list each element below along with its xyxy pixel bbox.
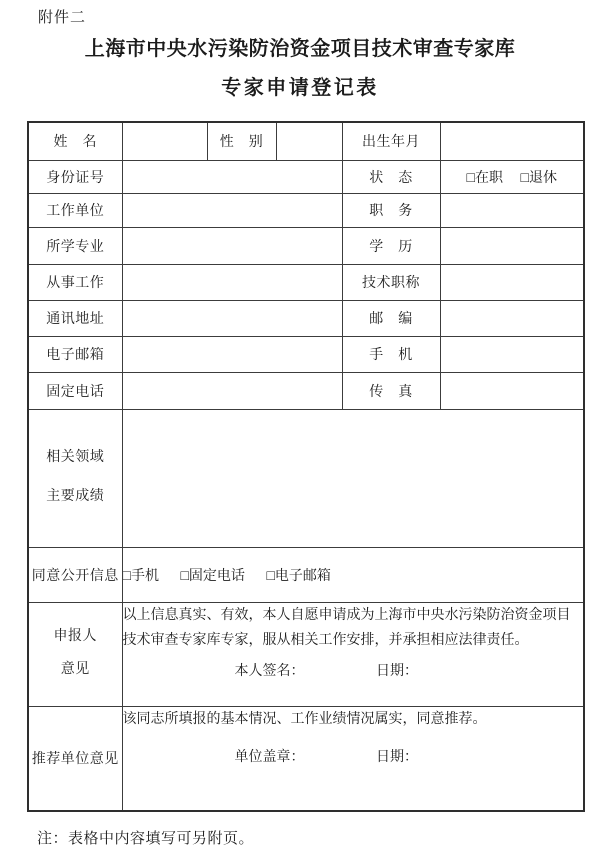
fax-input-cell[interactable]	[440, 372, 584, 409]
achievements-label-line2: 主要成绩	[46, 489, 105, 504]
checkbox-employed[interactable]: □在职	[466, 170, 503, 186]
recommender-label: 推荐单位意见	[28, 706, 122, 811]
employer-input-cell[interactable]	[122, 193, 342, 227]
row-work-techtitle	[28, 264, 584, 300]
major-input-cell[interactable]	[122, 227, 342, 264]
address-label: 通讯地址	[28, 300, 122, 336]
applicant-opinion-cell	[122, 602, 584, 706]
work-label: 从事工作	[28, 264, 122, 300]
row-applicant-opinion	[28, 602, 584, 706]
row-address-postcode	[28, 300, 584, 336]
stamp-label: 单位盖章：	[234, 750, 305, 766]
tech-title-label: 技术职称	[342, 264, 440, 300]
name-input-cell[interactable]	[122, 122, 207, 160]
education-input-cell[interactable]	[440, 227, 584, 264]
row-name-gender-birth	[28, 122, 584, 160]
row-employer-position	[28, 193, 584, 227]
position-input-cell[interactable]	[440, 193, 584, 227]
recommender-opinion-cell	[122, 706, 584, 811]
row-id-status	[28, 160, 584, 193]
landline-label: 固定电话	[28, 372, 122, 409]
major-label: 所学专业	[28, 227, 122, 264]
employer-label: 工作单位	[28, 193, 122, 227]
recommender-date-label: 日期：	[376, 750, 418, 766]
applicant-statement: 以上信息真实、有效，本人自愿申请成为上海市中央水污染防治资金项目技术审查专家库专家，服从相关工作安排，并承担相应法律责任。	[122, 607, 571, 649]
applicant-date-label: 日期：	[376, 664, 418, 680]
achievements-label-line1: 相关领域	[46, 450, 105, 466]
recommender-stamp-line	[123, 746, 584, 766]
row-achievements	[28, 409, 584, 547]
registration-form-table	[27, 121, 585, 812]
fax-label: 传 真	[342, 372, 440, 409]
landline-input-cell[interactable]	[122, 372, 342, 409]
id-number-input-cell[interactable]	[122, 160, 342, 193]
applicant-label-line1: 申报人	[53, 629, 97, 645]
achievements-label	[28, 409, 122, 547]
document-title: 上海市中央水污染防治资金项目技术审查专家库	[84, 38, 516, 60]
birthdate-input-cell[interactable]	[440, 122, 584, 160]
checkbox-disclose-email[interactable]: □电子邮箱	[266, 568, 331, 584]
checkbox-disclose-landline[interactable]: □固定电话	[180, 568, 245, 584]
education-label: 学 历	[342, 227, 440, 264]
address-input-cell[interactable]	[122, 300, 342, 336]
row-landline-fax	[28, 372, 584, 409]
disclosure-options-cell	[122, 547, 584, 602]
disclosure-label: 同意公开信息	[28, 547, 122, 602]
postcode-label: 邮 编	[342, 300, 440, 336]
applicant-opinion-label	[28, 602, 122, 706]
status-label: 状 态	[342, 160, 440, 193]
row-email-mobile	[28, 336, 584, 372]
email-label: 电子邮箱	[28, 336, 122, 372]
postcode-input-cell[interactable]	[440, 300, 584, 336]
id-number-label: 身份证号	[28, 160, 122, 193]
work-input-cell[interactable]	[122, 264, 342, 300]
checkbox-disclose-mobile[interactable]: □手机	[122, 568, 159, 584]
name-label: 姓 名	[28, 122, 122, 160]
applicant-label-line2: 意见	[60, 662, 90, 677]
row-major-education	[28, 227, 584, 264]
gender-label: 性 别	[207, 122, 276, 160]
row-recommender-opinion	[28, 706, 584, 811]
footer-note: 注：表格中内容填写可另附页。	[37, 831, 255, 847]
achievements-input-cell[interactable]	[122, 409, 584, 547]
attachment-label: 附件二	[38, 10, 87, 26]
recommender-statement: 该同志所填报的基本情况、工作业绩情况属实，同意推荐。	[122, 711, 487, 727]
mobile-label: 手 机	[342, 336, 440, 372]
row-disclosure	[28, 547, 584, 602]
position-label: 职 务	[342, 193, 440, 227]
applicant-signature-line	[123, 660, 584, 680]
document-subtitle: 专家申请登记表	[221, 77, 379, 99]
status-options-cell	[440, 160, 584, 193]
signature-label: 本人签名：	[234, 664, 305, 680]
tech-title-input-cell[interactable]	[440, 264, 584, 300]
birthdate-label: 出生年月	[342, 122, 440, 160]
checkbox-retired[interactable]: □退休	[520, 170, 557, 186]
email-input-cell[interactable]	[122, 336, 342, 372]
gender-input-cell[interactable]	[276, 122, 342, 160]
mobile-input-cell[interactable]	[440, 336, 584, 372]
